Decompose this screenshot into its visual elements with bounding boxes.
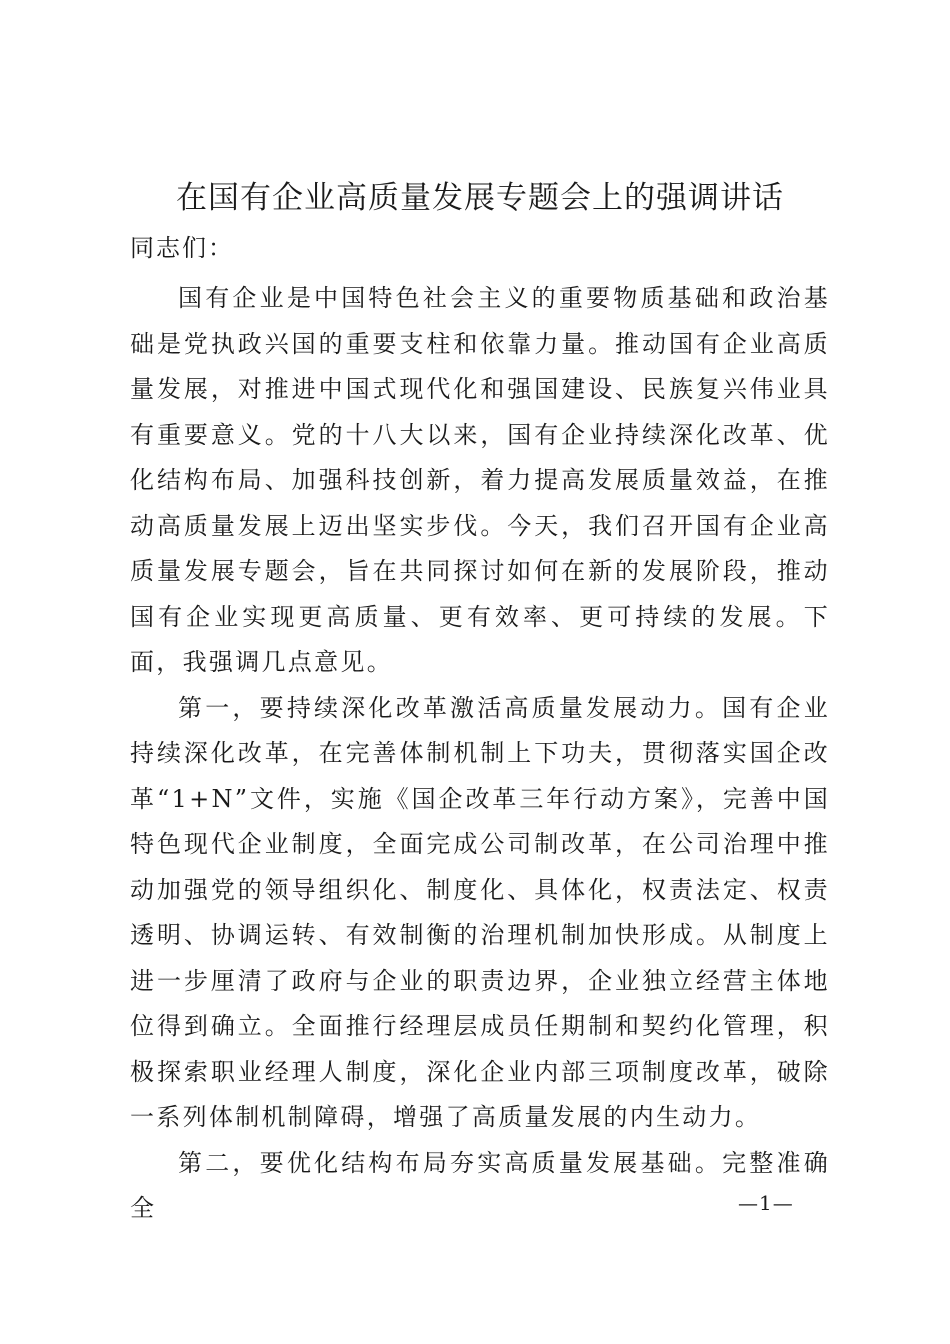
paragraph-first-point: 第一，要持续深化改革激活高质量发展动力。国有企业持续深化改革，在完善体制机制上下功夫，贯彻落实国企改革“1+N”文件，实施《国企改革三年行动方案》，完善中国特色现代企业制度，全面完成公司制改革，在公司治理中推动加强党的领导组织化、制度化、具体化，权责法定、权责透明、协调运转、有效制衡的治理机制加快形成。从制度上进一步厘清了政府与企业的职责边界，企业独立经营主体地位得到确立。全面推行经理层成员任期制和契约化管理，积极探索职业经理人制度，深化企业内部三项制度改革，破除一系列体制机制障碍，增强了高质量发展的内生动力。: [130, 693, 830, 1131]
document-title: 在国有企业高质量发展专题会上的强调讲话: [176, 180, 784, 216]
salutation: 同志们：: [130, 234, 234, 262]
document-body: [130, 276, 830, 1232]
paragraph-second-point: 第二，要优化结构布局夯实高质量发展基础。完整准确全: [130, 1148, 830, 1222]
paragraph-intro: 国有企业是中国特色社会主义的重要物质基础和政治基础是党执政兴国的重要支柱和依靠力量。推动国有企业高质量发展，对推进中国式现代化和强国建设、民族复兴伟业具有重要意义。党的十八大以来，国有企业持续深化改革、优化结构布局、加强科技创新，着力提高发展质量效益，在推动高质量发展上迈出坚实步伐。今天，我们召开国有企业高质量发展专题会，旨在共同探讨如何在新的发展阶段，推动国有企业实现更高质量、更有效率、更可持续的发展。下面，我强调几点意见。: [130, 284, 830, 676]
page-number: —1—: [738, 1191, 794, 1215]
